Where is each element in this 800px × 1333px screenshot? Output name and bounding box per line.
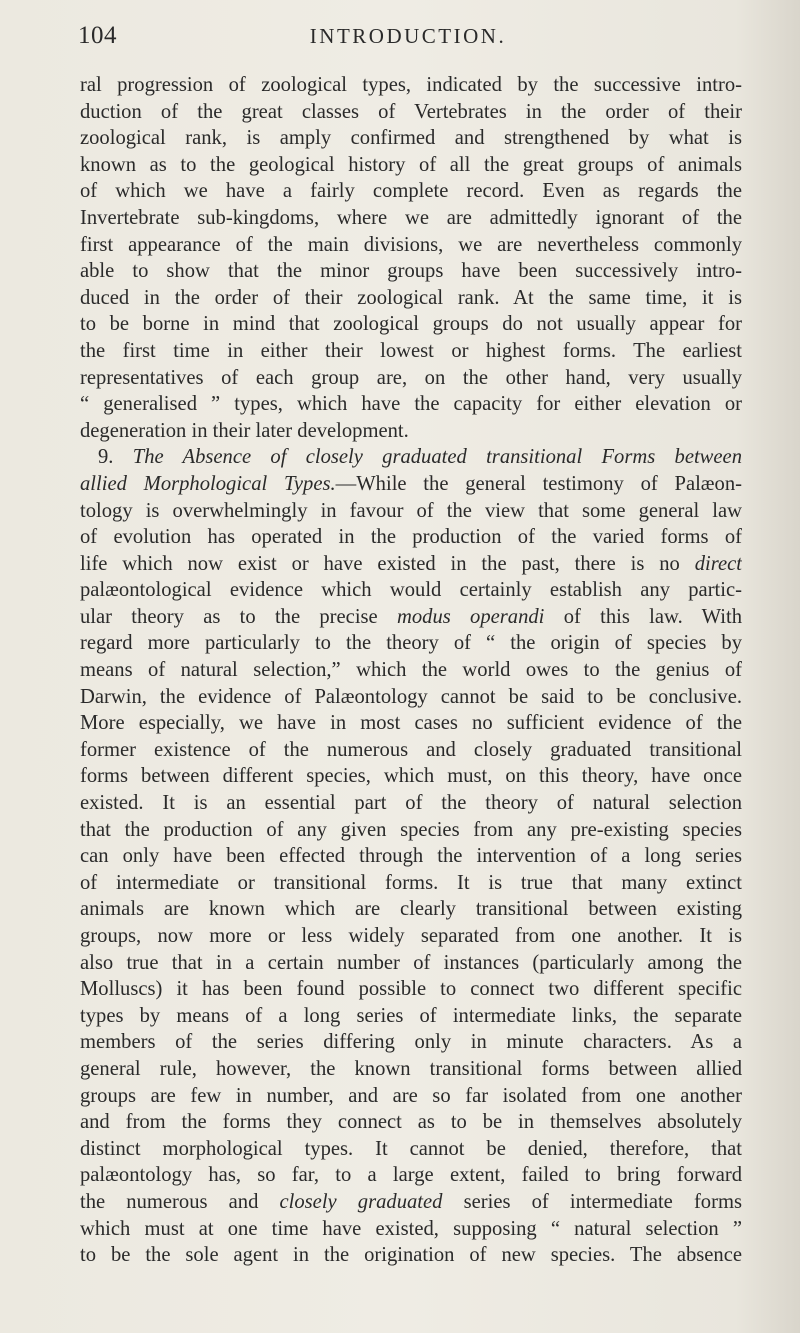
emphasis: modus operandi xyxy=(396,605,545,628)
page-header xyxy=(78,22,738,56)
text-line: groups are few in number, and are so far isolated from one another xyxy=(80,1084,742,1107)
text-line: forms between different species, which must, on this theory, have once xyxy=(80,765,742,788)
text-line xyxy=(80,1189,742,1216)
section-title: The Absence of closely graduated transitional Forms between xyxy=(132,446,742,469)
text-line: of intermediate or transitional forms. It is true that many extinct xyxy=(80,871,742,894)
text-span: series of intermediate forms xyxy=(442,1190,742,1213)
text-line: palæontological evidence which would certainly establish any partic- xyxy=(80,579,742,602)
section-number: 9. xyxy=(98,446,114,469)
paragraph-end-line: degeneration in their later development. xyxy=(80,419,409,442)
text-line: can only have been effected through the intervention of a long series xyxy=(80,845,742,868)
text-line: regard more particularly to the theory of “ the origin of species by xyxy=(80,632,742,655)
section-title-continued: allied Morphological Types. xyxy=(80,472,336,495)
text-line: duced in the order of their zoological rank. At the same time, it is xyxy=(80,286,742,309)
text-line: representatives of each group are, on the other hand, very usually xyxy=(80,366,742,389)
text-line: zoological rank, is amply confirmed and strengthened by what is xyxy=(80,127,742,150)
emphasis: direct xyxy=(694,552,742,575)
text-span: the numerous and xyxy=(80,1190,280,1213)
text-line: Molluscs) it has been found possible to connect two different specific xyxy=(80,978,742,1001)
text-line: known as to the geological history of all the great groups of animals xyxy=(80,153,742,176)
section-heading-line xyxy=(80,471,742,498)
text-line: palæontology has, so far, to a large extent, failed to bring forward xyxy=(80,1164,742,1187)
text-line: to be borne in mind that zoological groups do not usually appear for xyxy=(80,313,742,336)
section-heading-line xyxy=(80,444,742,471)
text-line: ral progression of zoological types, indicated by the successive intro- xyxy=(80,74,742,96)
page-number: 104 xyxy=(78,22,117,49)
text-line: distinct morphological types. It cannot be denied, therefore, that xyxy=(80,1137,742,1160)
text-line: the first time in either their lowest or highest forms. The earliest xyxy=(80,339,742,362)
text-line: animals are known which are clearly transitional between existing xyxy=(80,898,742,921)
text-line: Invertebrate sub-kingdoms, where we are admittedly ignorant of the xyxy=(80,206,742,229)
text-line: types by means of a long series of intermediate links, the separate xyxy=(80,1004,742,1027)
text-line: existed. It is an essential part of the theory of natural selection xyxy=(80,792,742,815)
text-line: of evolution has operated in the production of the varied forms of xyxy=(80,526,742,549)
text-line: able to show that the minor groups have been successively intro- xyxy=(80,260,742,283)
body-text xyxy=(80,72,742,1269)
text-line: to be the sole agent in the origination of new species. The absence xyxy=(80,1244,742,1267)
text-line: of which we have a fairly complete record. Even as regards the xyxy=(80,180,742,203)
text-line: “ generalised ” types, which have the capacity for either elevation or xyxy=(80,393,742,416)
text-line: which must at one time have existed, supposing “ natural selection ” xyxy=(80,1217,742,1240)
text-line: and from the forms they connect as to be in themselves absolutely xyxy=(80,1111,742,1134)
text-line: former existence of the numerous and closely graduated transitional xyxy=(80,738,742,761)
text-line: duction of the great classes of Vertebrates in the order of their xyxy=(80,100,742,123)
text-line: members of the series differing only in minute characters. As a xyxy=(80,1031,742,1054)
text-line: that the production of any given species from any pre-existing species xyxy=(80,818,742,841)
text-line: also true that in a certain number of instances (particularly among the xyxy=(80,951,742,974)
running-head: INTRODUCTION. xyxy=(309,24,507,48)
text-span: life which now exist or have existed in the past, there is no xyxy=(80,552,695,575)
emphasis: closely graduated xyxy=(279,1190,443,1213)
text-line: Darwin, the evidence of Palæontology cannot be said to be conclusive. xyxy=(80,685,742,708)
text-line: More especially, we have in most cases no sufficient evidence of the xyxy=(80,712,742,735)
text-line: general rule, however, the known transitional forms between allied xyxy=(80,1057,742,1080)
text-span: ular theory as to the precise xyxy=(80,605,397,628)
text-line xyxy=(80,551,742,578)
text-line: tology is overwhelmingly in favour of the view that some general law xyxy=(80,499,742,522)
text-span: of this law. With xyxy=(544,605,742,628)
text-line: first appearance of the main divisions, we are nevertheless commonly xyxy=(80,233,742,256)
text-line: means of natural selection,” which the world owes to the genius of xyxy=(80,659,742,682)
text-span: —While the general testimony of Palæon- xyxy=(335,472,742,495)
text-line xyxy=(80,604,742,631)
text-line: groups, now more or less widely separated from one another. It is xyxy=(80,925,742,947)
